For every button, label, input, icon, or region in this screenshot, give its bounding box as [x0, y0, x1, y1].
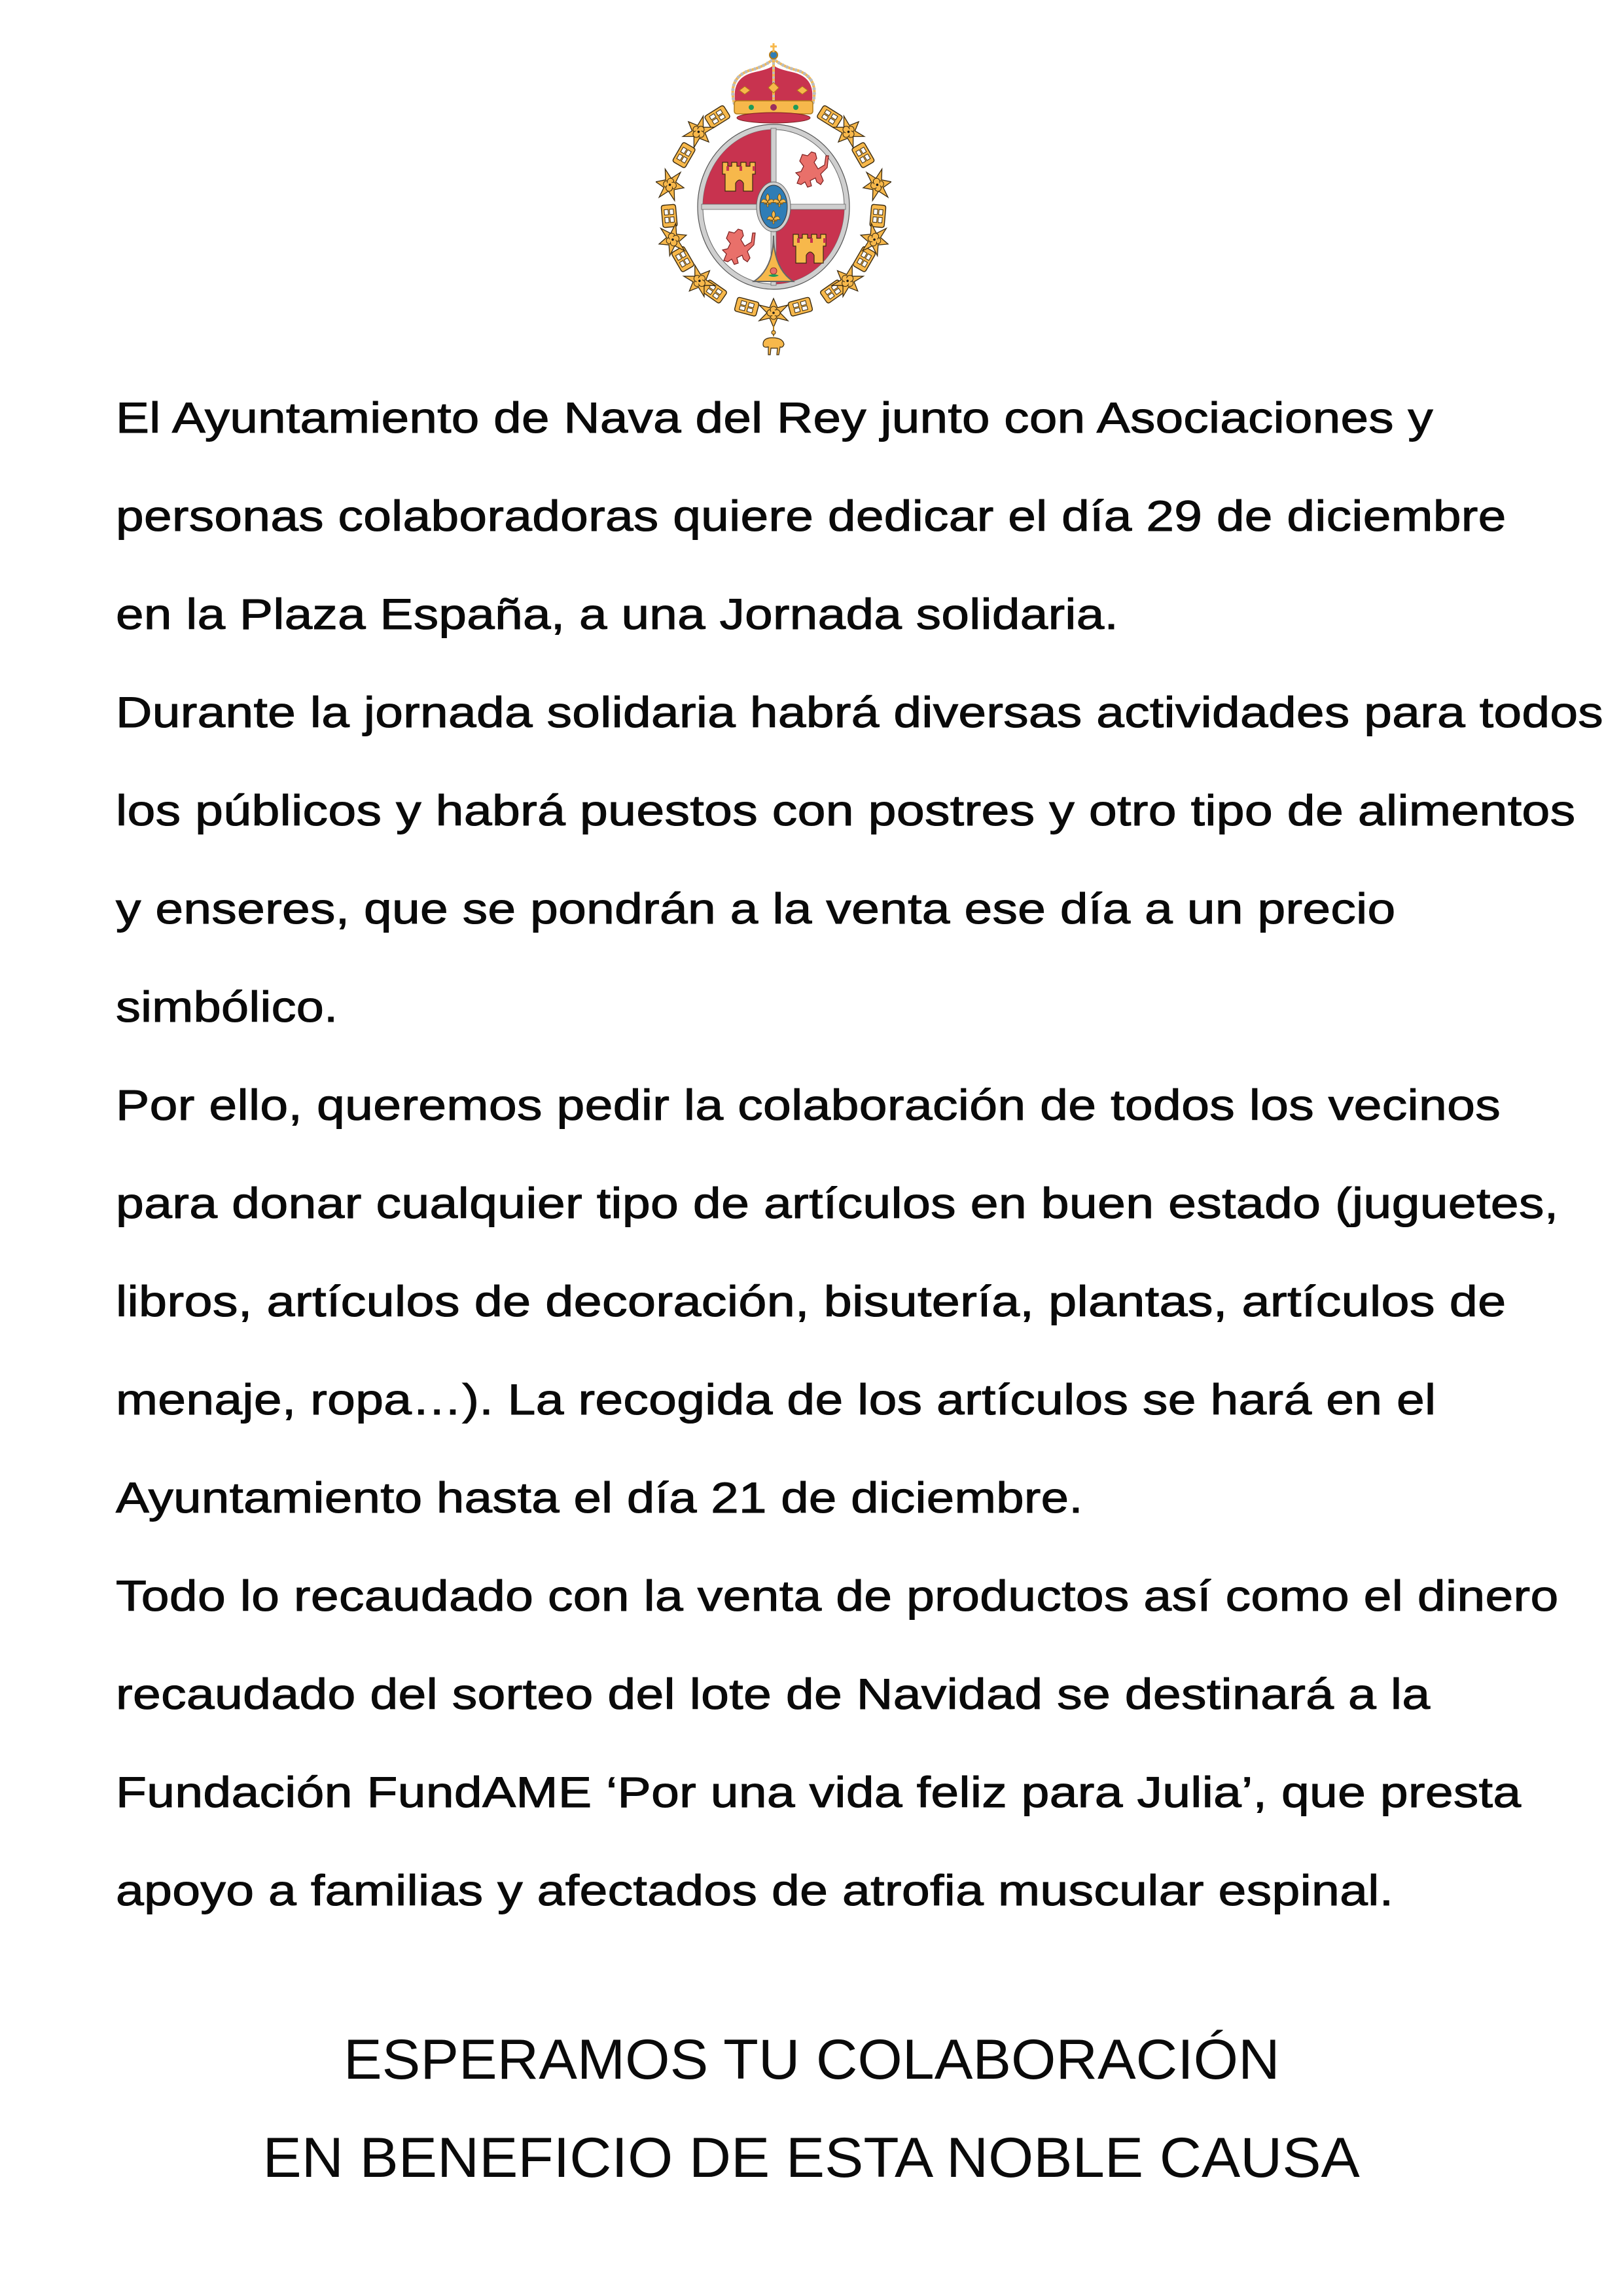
- coat-of-arms-logo: [656, 38, 891, 359]
- body-line: Durante la jornada solidaria habrá diversas actividades para todos: [116, 688, 1604, 736]
- body-line: Fundación FundAME ‘Por una vida feliz para Julia’, que presta: [116, 1768, 1522, 1816]
- body-line: recaudado del sorteo del lote de Navidad se destinará a la: [116, 1670, 1431, 1718]
- closing-heading-line-2: [0, 2125, 1623, 2191]
- body-line: simbólico.: [116, 982, 338, 1031]
- golden-fleece-pendant: [763, 326, 784, 355]
- body-line: apoyo a familias y afectados de atrofia muscular espinal.: [116, 1866, 1394, 1914]
- royal-crown: [733, 43, 815, 123]
- body-line: en la Plaza España, a una Jornada solidaria.: [116, 590, 1119, 638]
- body-line: Todo lo recaudado con la venta de productos así como el dinero: [116, 1571, 1559, 1620]
- body-line: los públicos y habrá puestos con postres y otro tipo de alimentos: [116, 786, 1576, 834]
- closing-heading-1-text: ESPERAMOS TU COLABORACIÓN: [343, 2028, 1280, 2091]
- body-line: Ayuntamiento hasta el día 21 de diciembre.: [116, 1473, 1083, 1522]
- body-line: El Ayuntamiento de Nava del Rey junto con Asociaciones y: [116, 393, 1433, 442]
- closing-heading-2-text: EN BENEFICIO DE ESTA NOBLE CAUSA: [262, 2126, 1361, 2189]
- closing-heading-line-1: [0, 2027, 1623, 2092]
- body-line: Por ello, queremos pedir la colaboración de todos los vecinos: [116, 1081, 1501, 1129]
- body-line: personas colaboradoras quiere dedicar el día 29 de diciembre: [116, 492, 1507, 540]
- body-line: y enseres, que se pondrán a la venta ese día a un precio: [116, 884, 1396, 933]
- body-line: para donar cualquier tipo de artículos en buen estado (juguetes,: [116, 1179, 1559, 1227]
- body-line: menaje, ropa…). La recogida de los artículos se hará en el: [116, 1375, 1436, 1424]
- shield: [695, 123, 854, 294]
- body-line: libros, artículos de decoración, bisutería, plantas, artículos de: [116, 1277, 1507, 1325]
